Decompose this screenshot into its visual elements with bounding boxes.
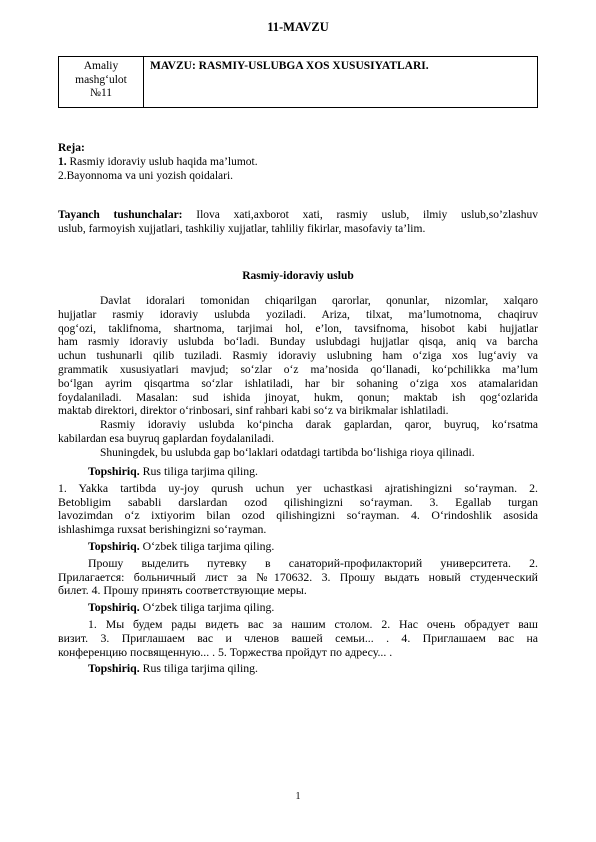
task-line: Прошу выделить путевку в санаторий-профилакторий университета. 2. (88, 555, 538, 570)
lesson-type-line: Amaliy (83, 60, 119, 72)
body-line: ham rasmiy idoraviy uslubda bo‘ladi. Bunday uslubdagi hujjatlar qisqa, aniq va barcha (58, 336, 538, 349)
key-concepts-line: Tayanch tushunchalar: Ilova xati,axborot xati, rasmiy uslub, ilmiy uslub,so’zlashuv (58, 209, 538, 221)
plan-section (58, 142, 538, 183)
body-line: Rasmiy idoraviy uslubda ko‘pincha darak gaplardan, qaror, buyruq, ko‘rsatma (100, 419, 538, 432)
plan-item: 1. Rasmiy idoraviy uslub haqida ma’lumot. (58, 155, 258, 168)
task-heading: Topshiriq. O‘zbek tiliga tarjima qiling. (88, 538, 275, 553)
topic-header-table (58, 56, 538, 108)
tasks (58, 465, 538, 676)
lesson-type-cell (59, 57, 144, 108)
lesson-number: №11 (89, 87, 113, 99)
key-concepts-line: uslub, farmoyish xujjatlari, tashkiliy xujjatlar, tahliliy fikirlar, masofaviy ta’lim. (58, 222, 426, 235)
task-line: Betobligim sababli darslardan ozod qilishingizni so‘rayman. 3. Egallab turgan (58, 494, 538, 509)
task-line: конференцию посвященную... . 5. Торжества пройдут по адресу... . (58, 644, 393, 659)
task-heading: Topshiriq. Rus tiliga tarjima qiling. (88, 661, 258, 676)
body-line: uchun tushunarli qilib tuziladi. Rasmiy idoraviy uslubning ham o‘ziga xos lug‘aviy va (58, 350, 538, 363)
topic-title: MAVZU: RASMIY-USLUBGA XOS XUSUSIYATLARI. (144, 57, 538, 108)
body-line: bo‘lgan ayrim qisqartma so‘zlar ishlatiladi, har bir sohaning o‘ziga xos atamalaridan (58, 377, 538, 390)
plan-heading: Reja: (58, 142, 85, 154)
task-line: ishlashimga ruxsat berishingizni so‘rayman. (58, 522, 267, 537)
task-heading: Topshiriq. Rus tiliga tarjima qiling. (88, 464, 258, 478)
task-line: 1. Мы будем рады видеть вас за нашим столом. 2. Нас очень обрадует ваш (88, 616, 538, 631)
body-line: foydalaniladi. Masalan: sud ishida jinoyat, hukm, qonun; maktab ish qog‘ozlarida (58, 391, 538, 404)
body-line: maktab direktori, direktor o‘rinbosari, sinf rahbari kabi so‘z va birikmalar ishlatiladi. (58, 405, 449, 418)
body-line: grammatik xususiyatlari mavjud; so‘zlar o‘z ma’nosida qo‘llanadi, ko‘pchilikka ma’lum (58, 363, 538, 376)
task-line: Прилагается: больничный лист за №170632. 3. Прошу выдать новый студенческий (58, 569, 538, 584)
task-line: lavozimdan o‘z ixtiyorim bilan ozod qilishingizni so‘rayman. 4. O‘rindoshlik asosida (58, 508, 538, 523)
section-heading: Rasmiy-idoraviy uslub (242, 270, 354, 282)
body-line: kabilardan esa buyruq gaplardan foydalaniladi. (58, 432, 275, 445)
task-line: билет. 4. Прошу принять соответствующие меры. (58, 583, 307, 598)
body-line: qog‘ozi, taklifnoma, shartnoma, tarjimai hol, e’lon, tavsifnoma, hisobot kabi hujjatlar (58, 322, 538, 335)
lesson-type-line: mashg‘ulot (75, 73, 127, 86)
task-line: 1. Yakka tartibda uy-joy qurush uchun yer uchastkasi ajratishingizni so‘rayman. 2. (58, 480, 538, 495)
key-concepts-label: Tayanch tushunchalar: (58, 209, 183, 221)
body-text (58, 295, 538, 461)
task-heading: Topshiriq. O‘zbek tiliga tarjima qiling. (88, 600, 275, 615)
body-line: hujjatlar rasmiy idoraviy uslubda yoziladi. Ariza, tilxat, ma’lumotnoma, chaqiruv (58, 308, 538, 321)
page-number: 1 (295, 791, 301, 802)
task-line: визит. 3. Приглашаем вас и членов вашей семьи... . 4. Приглашаем вас на (58, 630, 538, 645)
page-title: 11-MAVZU (267, 20, 329, 34)
body-line: Davlat idoralari tomonidan chiqarilgan qarorlar, qonunlar, nizomlar, xalqaro (100, 295, 538, 307)
key-concepts (58, 209, 538, 237)
body-line: Shuningdek, bu uslubda gap bo‘laklari odatdagi tartibda bo‘lishiga rioya qilinadi. (100, 446, 475, 459)
plan-item: 2.Bayonnoma va uni yozish qoidalari. (58, 169, 234, 182)
